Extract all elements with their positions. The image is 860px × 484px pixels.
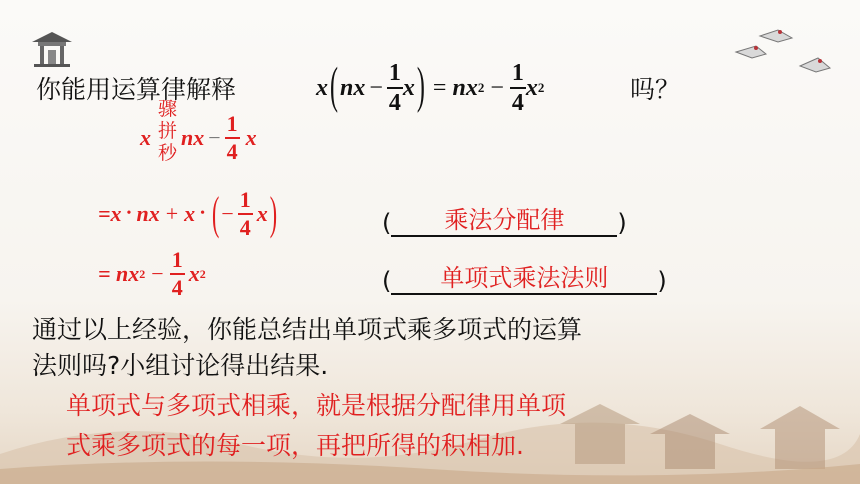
eq-den-2: 4 [511, 90, 524, 116]
s2-dot: • [126, 206, 132, 221]
step-line-2: =x • nx + x • ( − $\frac{1}{4}$ x ) [98, 186, 278, 240]
s2-den: 4 [239, 215, 251, 240]
s3-den: 4 [171, 275, 183, 300]
s2-dot-2: • [200, 206, 206, 221]
rule-line-2: 式乘多项式的每一项，再把所得的积相加. [66, 431, 524, 460]
step-line-1 [140, 110, 257, 166]
s2-num: 1 [238, 189, 253, 215]
eq-x-inner: x [353, 74, 366, 101]
eq-num-2: 1 [510, 61, 526, 89]
eq-minus-2: − [490, 74, 504, 101]
eq-x-frac: x [402, 74, 415, 101]
prompt-line-2: 法则吗?小组讨论得出结果. [32, 351, 329, 380]
main-equation [316, 58, 544, 118]
answer-2-close: ) [657, 267, 667, 295]
s2-lparen: ( [212, 186, 220, 240]
eq-rparen: ) [416, 59, 425, 115]
s2-rparen: ) [269, 186, 278, 240]
s3-exp: 2 [139, 266, 146, 281]
eq-equals: = [432, 74, 447, 101]
overlap-label: 骤拼秒 [158, 98, 178, 164]
s1-x: x [140, 125, 151, 150]
s3-exp-2: 2 [199, 266, 206, 281]
answer-1 [382, 200, 627, 237]
question-suffix: 吗？ [630, 75, 681, 104]
question-text: 你能用运算律解释 [36, 75, 237, 104]
eq-x-last: x [525, 74, 538, 101]
answer-2 [382, 258, 667, 295]
s3-x: x [188, 261, 200, 286]
pavilion-icon [30, 28, 74, 68]
s1-minus: − [208, 125, 221, 150]
answer-2-open: ( [382, 267, 392, 295]
eq-fraction [387, 61, 403, 115]
eq-x: x [316, 74, 328, 101]
eq-exp: 2 [477, 80, 485, 95]
s2-x2: x [256, 201, 268, 226]
step-line-3: = nx 2 − $\frac{1}{4}$ x 2 [98, 247, 206, 300]
eq-lparen: ( [330, 59, 338, 115]
s1-x2: x [245, 125, 257, 150]
eq-nx: n [452, 74, 466, 101]
eq-minus: − [369, 74, 383, 101]
answer-1-close: ) [617, 209, 627, 237]
answer-2-label: 单项式乘法法则 [391, 258, 657, 295]
s1-num: 1 [225, 113, 240, 139]
s2-prefix: =x [98, 201, 122, 226]
s1-nx: nx [181, 125, 205, 150]
eq-nx-x: x [465, 74, 478, 101]
s2-plus: + [165, 201, 179, 226]
eq-num: 1 [387, 61, 403, 89]
prompt-paragraph [32, 312, 582, 384]
answer-1-open: ( [382, 209, 392, 237]
s3-num: 1 [170, 249, 185, 275]
s2-x: x [184, 201, 196, 226]
s3-prefix: = nx [98, 261, 140, 286]
answer-1-label: 乘法分配律 [391, 200, 617, 237]
s3-fraction [170, 249, 185, 299]
eq-n: n [340, 74, 354, 101]
s1-fraction [225, 113, 240, 163]
s2-nx: nx [136, 201, 160, 226]
eq-den: 4 [388, 90, 401, 116]
eq-fraction-2 [510, 61, 526, 115]
rule-paragraph [66, 386, 566, 466]
s1-den: 4 [226, 139, 238, 164]
eq-exp-2: 2 [537, 80, 545, 95]
cranes-icon [730, 18, 840, 88]
prompt-line-1: 通过以上经验，你能总结出单项式乘多项式的运算 [32, 315, 583, 344]
rule-line-1: 单项式与多项式相乘，就是根据分配律用单项 [66, 391, 567, 420]
s2-fraction [238, 189, 253, 239]
